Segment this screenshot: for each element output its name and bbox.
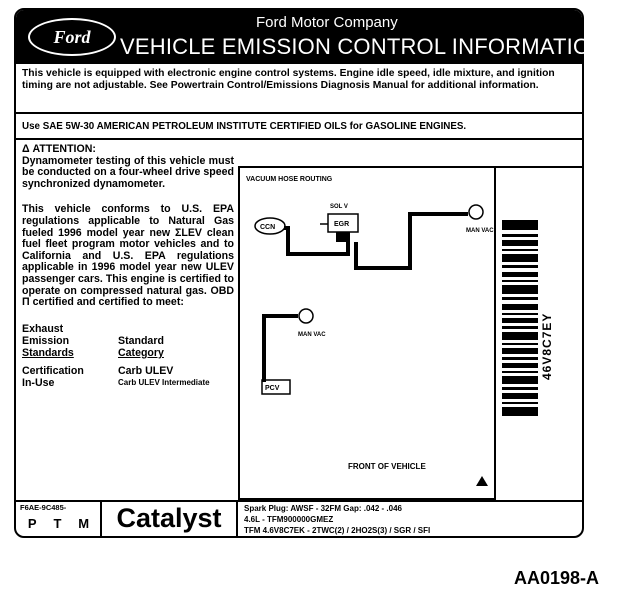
man-vac-left-port [299,309,313,323]
ptm-t: T [53,516,63,531]
pcv-label: PCV [265,385,280,392]
spec-line-2: 4.6L - TFM900000GMEZ [244,514,334,524]
hose-pcv [264,316,298,382]
egr-label: EGR [334,221,350,228]
solv-label: SOL V [330,204,348,210]
ford-logo [28,18,116,56]
left-column [22,144,234,389]
emission-label [14,8,607,538]
man-vac-top-label: MAN VAC [466,228,494,234]
cert-exhaust: Exhaust [22,322,64,335]
attention-text: Dynamometer testing of this vehicle must be conducted on a four-wheel drive speed synchronized dynamometer. [22,154,234,190]
cert-emission: Emission [22,334,70,347]
cert-standard: Standard [118,334,164,347]
part-number: F6AE-9C485- [20,503,67,512]
label-title: VEHICLE EMISSION CONTROL INFORMATION [120,34,607,59]
company-name: Ford Motor Company [256,14,398,31]
vacuum-hose-diagram [238,166,496,500]
intro-text: This vehicle is equipped with electronic engine control systems. Engine idle speed, idle mixture, and ignition timing are not adjustable. See Powertrain Control/Emissions Diagnosis Manual for additional information. [22,68,555,91]
cert-standards: Standards [22,346,74,359]
conformity-text: This vehicle conforms to U.S. EPA regulations applicable to Natural Gas fueled 1996 model year new ΣLEV clean fuel fleet program motor vehicles and to California and U.S. EPA regulations applicable in 1996 model year new ULEV passenger cars. This engine is certified to operate on compressed natural gas. OBD Π certified and certified to meet: [22,203,234,309]
ford-logo-text: Ford [53,26,91,47]
barcode-icon [502,220,538,420]
spec-line-3: TFM 4.6V8C7EK - 2TWC(2) / 2HO2S(3) / SGR / SFI [244,525,431,535]
sol-valve-port [336,232,350,242]
certification-table [22,323,234,389]
label-footer [16,500,582,536]
cert-category: Category [118,346,164,359]
cert-certification: Certification [22,364,84,377]
cert-in-use: In-Use [22,376,55,389]
diagram-title: VACUUM HOSE ROUTING [246,176,333,183]
hose-routing-svg [240,168,494,498]
hose-sol-manvac [356,214,468,268]
ptm-p: P [27,516,38,531]
part-number-box [16,502,102,536]
oil-recommendation: Use SAE 5W-30 AMERICAN PETROLEUM INSTITUTE CERTIFIED OILS for GASOLINE ENGINES. [16,112,582,140]
cert-carb-ulev-intermediate: Carb ULEV Intermediate [118,377,210,387]
man-vac-top-port [469,205,483,219]
catalyst-text: Catalyst [102,502,238,536]
man-vac-left-label: MAN VAC [298,332,326,338]
front-of-vehicle: FRONT OF VEHICLE [348,462,426,471]
cert-carb-ulev: Carb ULEV [118,364,174,377]
ccn-label: CCN [260,224,276,231]
front-arrow-icon [476,476,488,486]
attention-title: Δ ATTENTION: [22,143,96,155]
barcode-panel [496,166,582,500]
spec-line-1: Spark Plug: AWSF - 32FM Gap: .042 - .046 [244,504,402,513]
ptm-m: M [78,516,91,531]
label-header [16,10,607,64]
engine-specs [244,504,430,536]
ptm-letters [20,516,98,531]
barcode-text: 46V8C7EY [540,312,554,380]
figure-code: AA0198-A [514,568,600,588]
